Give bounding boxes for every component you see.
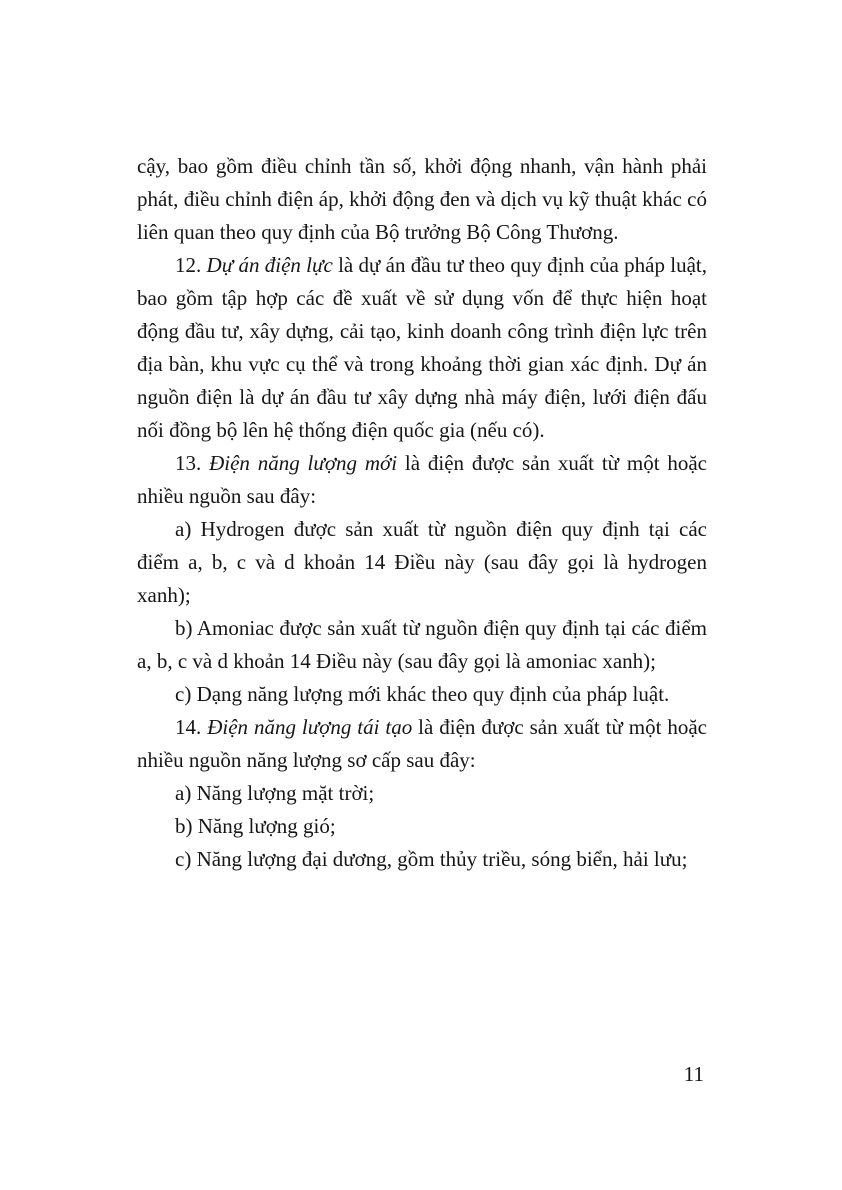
text-segment: 13. <box>175 451 210 475</box>
text-segment: là điện được sản xuất từ một hoặc nhiều nguồn sau đây: <box>137 451 708 508</box>
text-segment: a) Hydrogen được sản xuất từ nguồn điện quy định tại các điểm a, b, c và d khoản 14 Điều này (sau đây gọi là hydrogen xanh); <box>137 517 707 607</box>
paragraph <box>137 810 707 843</box>
paragraph <box>137 150 707 249</box>
text-segment: a) Năng lượng mặt trời; <box>175 781 375 805</box>
paragraph <box>137 612 707 678</box>
text-segment: 14. <box>175 715 208 739</box>
paragraph <box>137 249 707 447</box>
text-segment: cậy, bao gồm điều chỉnh tần số, khởi động nhanh, vận hành phải phát, điều chỉnh điện áp, khởi động đen và dịch vụ kỹ thuật khác có liên quan theo quy định của Bộ trưởng Bộ Công Thương. <box>137 154 707 244</box>
paragraph <box>137 843 707 876</box>
paragraph <box>137 678 707 711</box>
defined-term: Điện năng lượng mới <box>209 451 398 475</box>
text-segment: là dự án đầu tư theo quy định của pháp luật, bao gồm tập hợp các đề xuất về sử dụng vốn để thực hiện hoạt động đầu tư, xây dựng, cải tạo, kinh doanh công trình điện lực trên địa bàn, khu vực cụ thể và trong khoảng thời gian xác định. Dự án nguồn điện là dự án đầu tư xây dựng nhà máy điện, lưới điện đấu nối đồng bộ lên hệ thống điện quốc gia (nếu có). <box>137 253 708 442</box>
text-segment: 12. <box>175 253 207 277</box>
defined-term: Dự án điện lực <box>206 253 333 277</box>
paragraph <box>137 711 707 777</box>
text-segment: c) Dạng năng lượng mới khác theo quy định của pháp luật. <box>175 682 670 706</box>
text-segment: là điện được sản xuất từ một hoặc nhiều nguồn năng lượng sơ cấp sau đây: <box>137 715 708 772</box>
text-segment: b) Năng lượng gió; <box>175 814 336 838</box>
text-segment: c) Năng lượng đại dương, gồm thủy triều, sóng biển, hải lưu; <box>175 847 688 871</box>
text-block <box>137 150 707 876</box>
defined-term: Điện năng lượng tái tạo <box>207 715 413 739</box>
text-segment: b) Amoniac được sản xuất từ nguồn điện quy định tại các điểm a, b, c và d khoản 14 Điều này (sau đây gọi là amoniac xanh); <box>137 616 707 673</box>
page-number: 11 <box>683 1062 704 1086</box>
paragraph <box>137 777 707 810</box>
paragraph <box>137 447 707 513</box>
paragraph <box>137 513 707 612</box>
